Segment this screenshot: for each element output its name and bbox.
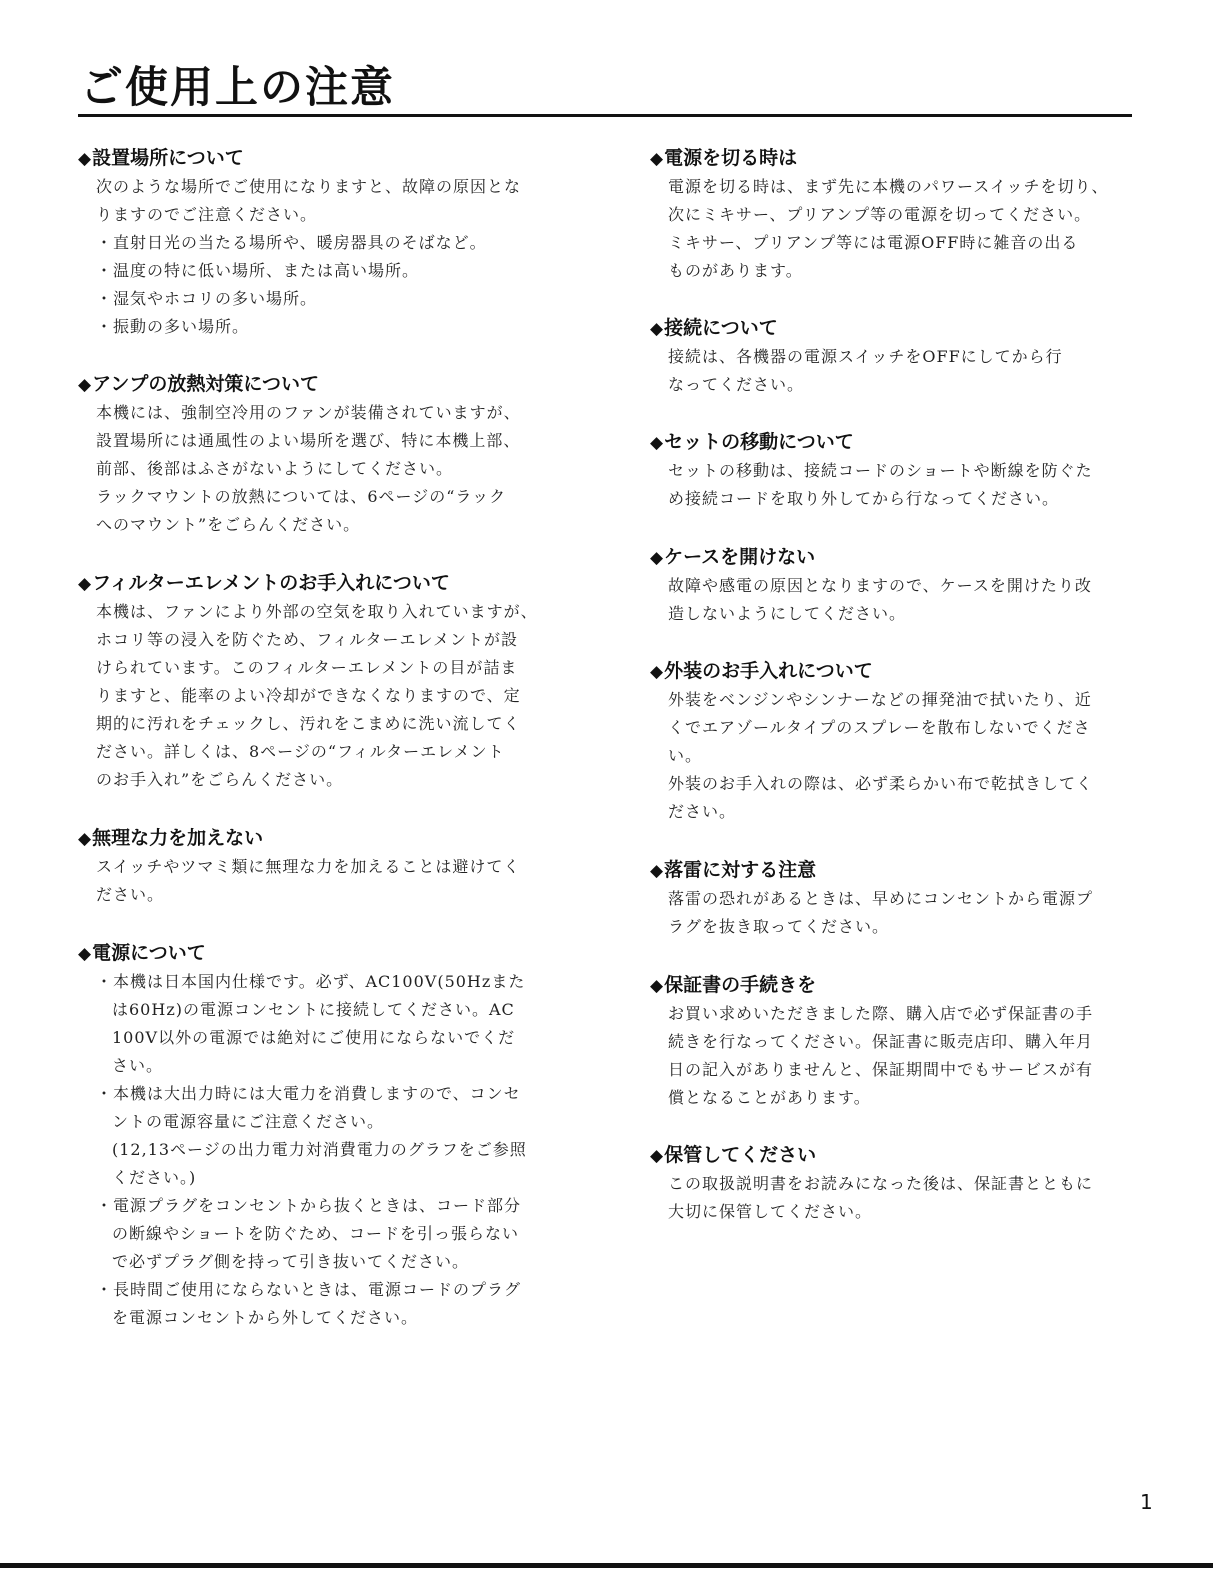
- paragraph-line: 続きを行なってください。保証書に販売店印、購入年月: [668, 1032, 1094, 1051]
- section-heading: [650, 144, 1150, 173]
- section: [650, 543, 1150, 628]
- paragraph-line: 日の記入がありませんと、保証期間中でもサービスが有: [668, 1060, 1094, 1079]
- section-body: [96, 968, 578, 1332]
- page-number: 1: [1140, 1490, 1153, 1514]
- bullet-line: ・本機は日本国内仕様です。必ず、AC100V(50Hzまた: [96, 972, 526, 991]
- paragraph-line: 次にミキサー、プリアンプ等の電源を切ってください。: [668, 205, 1092, 224]
- paragraph-line: 前部、後部はふさがないようにしてください。: [96, 459, 454, 478]
- paragraph-line: 次のような場所でご使用になりますと、故障の原因とな: [96, 177, 522, 196]
- diamond-bullet-icon: ◆: [650, 149, 664, 169]
- section: [650, 1141, 1150, 1226]
- section-body: [96, 399, 578, 539]
- diamond-bullet-icon: ◆: [650, 976, 664, 996]
- paragraph-line: 期的に汚れをチェックし、汚れをこまめに洗い流してく: [96, 714, 521, 733]
- section-heading: [650, 657, 1150, 686]
- bullet-item: [96, 1080, 578, 1192]
- diamond-bullet-icon: ◆: [78, 375, 92, 395]
- paragraph-line: 設置場所には通風性のよい場所を選び、特に本機上部、: [96, 431, 521, 450]
- paragraph-line: 造しないようにしてください。: [668, 604, 907, 623]
- paragraph-line: 本機は、ファンにより外部の空気を取り入れていますが、: [96, 602, 538, 621]
- left-column: [78, 144, 578, 1332]
- paragraph-line: スイッチやツマミ類に無理な力を加えることは避けてく: [96, 857, 521, 876]
- diamond-bullet-icon: ◆: [650, 1146, 664, 1166]
- section-heading: [78, 824, 578, 853]
- section-body: [668, 885, 1150, 941]
- bullet-line: さい。: [112, 1056, 164, 1075]
- paragraph-line: ラックマウントの放熱については、6ページの“ラック: [96, 487, 507, 506]
- section: [78, 824, 578, 909]
- paragraph-line: め接続コードを取り外してから行なってください。: [668, 489, 1060, 508]
- section: [78, 569, 578, 794]
- section-body: [668, 343, 1150, 399]
- paragraph-line: セットの移動は、接続コードのショートや断線を防ぐた: [668, 461, 1093, 480]
- section-body: [668, 572, 1150, 628]
- section-heading-text: 外装のお手入れについて: [664, 660, 873, 682]
- paragraph-line: 落雷の恐れがあるときは、早めにコンセントから電源プ: [668, 889, 1094, 908]
- section: [650, 856, 1150, 941]
- section-heading: [650, 971, 1150, 1000]
- paragraph-line: お買い求めいただきました際、購入店で必ず保証書の手: [668, 1004, 1094, 1023]
- paragraph-line: ださい。: [96, 885, 165, 904]
- section-heading-text: 落雷に対する注意: [664, 859, 817, 881]
- diamond-bullet-icon: ◆: [650, 548, 664, 568]
- paragraph-line: ミキサー、プリアンプ等には電源OFF時に雑音の出る: [668, 233, 1079, 252]
- bullet-item: [96, 968, 578, 1080]
- paragraph-line: 接続は、各機器の電源スイッチをOFFにしてから行: [668, 347, 1063, 366]
- paragraph-line: りますと、能率のよい冷却ができなくなりますので、定: [96, 686, 521, 705]
- bullet-item: [96, 229, 578, 257]
- section-heading: [78, 569, 578, 598]
- paragraph-line: へのマウント”をごらんください。: [96, 515, 361, 534]
- bullet-line: の断線やショートを防ぐため、コードを引っ張らない: [112, 1224, 520, 1243]
- diamond-bullet-icon: ◆: [650, 662, 664, 682]
- section-heading: [650, 314, 1150, 343]
- section-heading-text: ケースを開けない: [664, 546, 816, 568]
- section: [78, 370, 578, 539]
- section-heading-text: 設置場所について: [92, 147, 244, 169]
- diamond-bullet-icon: ◆: [650, 861, 664, 881]
- section-heading-text: フィルターエレメントのお手入れについて: [92, 572, 450, 594]
- bullet-line: ・本機は大出力時には大電力を消費しますので、コンセ: [96, 1084, 521, 1103]
- section-heading: [78, 939, 578, 968]
- paragraph-line: 外装をベンジンやシンナーなどの揮発油で拭いたり、近: [668, 690, 1092, 709]
- bullet-item: [96, 257, 578, 285]
- bullet-line: ・直射日光の当たる場所や、暖房器具のそばなど。: [96, 233, 487, 252]
- section-heading: [78, 144, 578, 173]
- paragraph-line: なってください。: [668, 375, 805, 394]
- paragraph-line: この取扱説明書をお読みになった後は、保証書とともに: [668, 1174, 1094, 1193]
- page-title: ご使用上の注意: [80, 63, 395, 113]
- paragraph-line: りますのでご注意ください。: [96, 205, 318, 224]
- paragraph-line: ださい。: [668, 802, 737, 821]
- diamond-bullet-icon: ◆: [78, 944, 92, 964]
- section-body: [96, 598, 578, 794]
- section-heading-text: 電源について: [92, 942, 206, 964]
- paragraph-line: 電源を切る時は、まず先に本機のパワースイッチを切り、: [668, 177, 1109, 196]
- bullet-line: ・電源プラグをコンセントから抜くときは、コード部分: [96, 1196, 522, 1215]
- bullet-line: で必ずプラグ側を持って引き抜いてください。: [112, 1252, 470, 1271]
- diamond-bullet-icon: ◆: [78, 574, 92, 594]
- diamond-bullet-icon: ◆: [650, 319, 664, 339]
- section-heading-text: セットの移動について: [664, 431, 854, 453]
- bottom-border: [0, 1563, 1213, 1568]
- title-underline: [78, 114, 1132, 117]
- bullet-line: (12,13ページの出力電力対消費電力のグラフをご参照: [112, 1140, 527, 1159]
- section-body: [668, 457, 1150, 513]
- paragraph-line: い。: [668, 746, 703, 765]
- diamond-bullet-icon: ◆: [650, 433, 664, 453]
- section-heading: [650, 428, 1150, 457]
- section: [78, 144, 578, 341]
- bullet-item: [96, 1192, 578, 1276]
- section-body: [668, 1000, 1150, 1112]
- section-body: [96, 173, 578, 341]
- section: [650, 971, 1150, 1112]
- section-body: [668, 686, 1150, 826]
- bullet-line: ・温度の特に低い場所、または高い場所。: [96, 261, 420, 280]
- paragraph-line: 外装のお手入れの際は、必ず柔らかい布で乾拭きしてく: [668, 774, 1094, 793]
- bullet-line: ・湿気やホコリの多い場所。: [96, 289, 318, 308]
- bullet-item: [96, 285, 578, 313]
- paragraph-line: 償となることがあります。: [668, 1088, 871, 1107]
- section-heading: [650, 856, 1150, 885]
- paragraph-line: ものがあります。: [668, 261, 803, 280]
- bullet-line: ントの電源容量にご注意ください。: [112, 1112, 385, 1131]
- diamond-bullet-icon: ◆: [78, 829, 92, 849]
- bullet-item: [96, 313, 578, 341]
- paragraph-line: くでエアゾールタイプのスプレーを散布しないでくださ: [668, 718, 1091, 737]
- paragraph-line: 本機には、強制空冷用のファンが装備されていますが、: [96, 403, 521, 422]
- section: [650, 314, 1150, 399]
- section-heading: [650, 543, 1150, 572]
- section-heading-text: 保証書の手続きを: [664, 974, 817, 996]
- bullet-line: を電源コンセントから外してください。: [112, 1308, 419, 1327]
- section-body: [668, 1170, 1150, 1226]
- section-heading-text: 無理な力を加えない: [92, 827, 264, 849]
- paragraph-line: 故障や感電の原因となりますので、ケースを開けたり改: [668, 576, 1092, 595]
- section-heading: [650, 1141, 1150, 1170]
- section-heading-text: アンプの放熱対策について: [92, 373, 319, 395]
- bullet-line: は60Hz)の電源コンセントに接続してください。AC: [112, 1000, 515, 1019]
- section-body: [96, 853, 578, 909]
- section-heading: [78, 370, 578, 399]
- paragraph-line: ラグを抜き取ってください。: [668, 917, 890, 936]
- section: [650, 428, 1150, 513]
- bullet-item: [96, 1276, 578, 1332]
- paragraph-line: のお手入れ”をごらんください。: [96, 770, 344, 789]
- section: [650, 657, 1150, 826]
- bullet-line: ください。): [112, 1168, 197, 1187]
- section-body: [668, 173, 1150, 285]
- section: [650, 144, 1150, 285]
- bullet-line: ・振動の多い場所。: [96, 317, 250, 336]
- paragraph-line: ホコリ等の浸入を防ぐため、フィルターエレメントが設: [96, 630, 518, 649]
- paragraph-line: けられています。このフィルターエレメントの目が詰ま: [96, 658, 518, 677]
- diamond-bullet-icon: ◆: [78, 149, 92, 169]
- section-heading-text: 接続について: [664, 317, 778, 339]
- section: [78, 939, 578, 1332]
- section-heading-text: 電源を切る時は: [664, 147, 798, 169]
- section-heading-text: 保管してください: [664, 1144, 817, 1166]
- paragraph-line: 大切に保管してください。: [668, 1202, 873, 1221]
- bullet-line: 100V以外の電源では絶対にご使用にならないでくだ: [112, 1028, 516, 1047]
- bullet-line: ・長時間ご使用にならないときは、電源コードのプラグ: [96, 1280, 522, 1299]
- right-column: [650, 144, 1150, 1226]
- paragraph-line: ださい。詳しくは、8ページの“フィルターエレメント: [96, 742, 505, 761]
